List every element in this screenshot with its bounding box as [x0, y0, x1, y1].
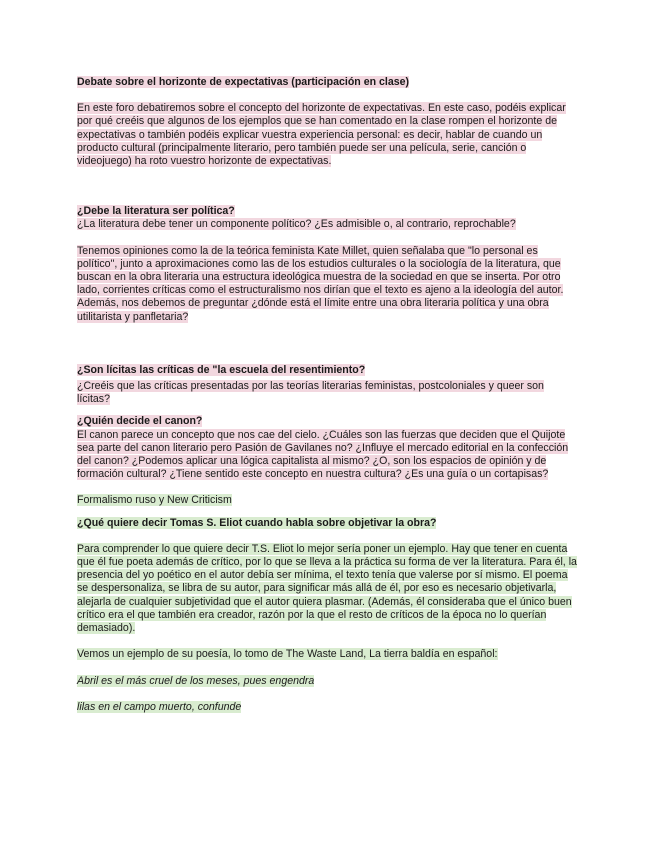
poem-line-2: lilas en el campo muerto, confunde	[77, 700, 242, 713]
heading-literatura-politica: ¿Debe la literatura ser política?	[77, 205, 235, 218]
paragraph-example: Vemos un ejemplo de su poesía, lo tomo de The Waste Land, La tierra baldía en español:	[77, 648, 498, 661]
document-content	[77, 76, 579, 714]
heading-resentimiento: ¿Son lícitas las críticas de "la escuela del resentimiento?	[77, 363, 366, 376]
paragraph-literatura-politica: Tenemos opiniones como la de la teórica feminista Kate Millet, quien señalaba que "lo personal es político", junto a aproximaciones como las de los estudios culturales o la sociología de la literatura, que buscan en la obra literaria una estructura ideológica muestra de la sociedad en que se inserta. Por otro lado, corrientes críticas como el estructuralismo nos dirían que el texto es ajeno a la ideología del autor. Además, nos debemos de preguntar ¿dónde está el límite entre una obra literaria política y una obra utilitarista y panfletaria?	[77, 244, 564, 323]
section-label-formalismo: Formalismo ruso y New Criticism	[77, 494, 232, 507]
paragraph-eliot: Para comprender lo que quiere decir T.S. Eliot lo mejor sería poner un ejemplo. Hay que tener en cuenta que él fue poeta además de crítico, por lo que se lleva a la práctica su forma de ver la literatura. Para él, la presencia del yo poético en el autor debía ser mínima, el texto tenía que valerse por sí mismo. El poema se despersonaliza, se libra de su autor, para significar más allá de él, por eso es necesario objetivarla, alejarla de cualquier subjetividad que el autor quiera plasmar. (Además, él consideraba que el único buen crítico era el que también era creador, razón por la que el resto de críticos de la época no lo querían demasiado).	[77, 542, 577, 635]
heading-canon: ¿Quién decide el canon?	[77, 415, 203, 428]
paragraph-resentimiento: ¿Creéis que las críticas presentadas por las teorías literarias feministas, postcoloniales y queer son lícitas?	[77, 380, 544, 406]
heading-eliot: ¿Qué quiere decir Tomas S. Eliot cuando habla sobre objetivar la obra?	[77, 516, 437, 529]
paragraph-canon: El canon parece un concepto que nos cae del cielo. ¿Cuáles son las fuerzas que deciden que el Quijote sea parte del canon literario pero Pasión de Gavilanes no? ¿Influye el mercado editorial en la confección del canon? ¿Podemos aplicar una lógica capitalista al mismo? ¿O, son los espacios de opinión y de formación cultural? ¿Tiene sentido este concepto en nuestra cultura? ¿Es una guía o un cortapisas?	[77, 428, 569, 481]
question-literatura-politica: ¿La literatura debe tener un componente político? ¿Es admisible o, al contrario, reprochable?	[77, 218, 516, 231]
paragraph-horizonte: En este foro debatiremos sobre el concepto del horizonte de expectativas. En este caso, podéis explicar por qué creéis que algunos de los ejemplos que se han comentado en la clase rompen el horizonte de expectativas o también podéis explicar vuestra experiencia personal: es decir, hablar de cuando un producto cultural (principalmente literario, pero también puede ser una película, serie, canción o videojuego) ha roto vuestro horizonte de expectativas.	[77, 102, 566, 168]
heading-horizonte: Debate sobre el horizonte de expectativas (participación en clase)	[77, 76, 410, 88]
poem-line-1: Abril es el más cruel de los meses, pues engendra	[77, 674, 315, 687]
